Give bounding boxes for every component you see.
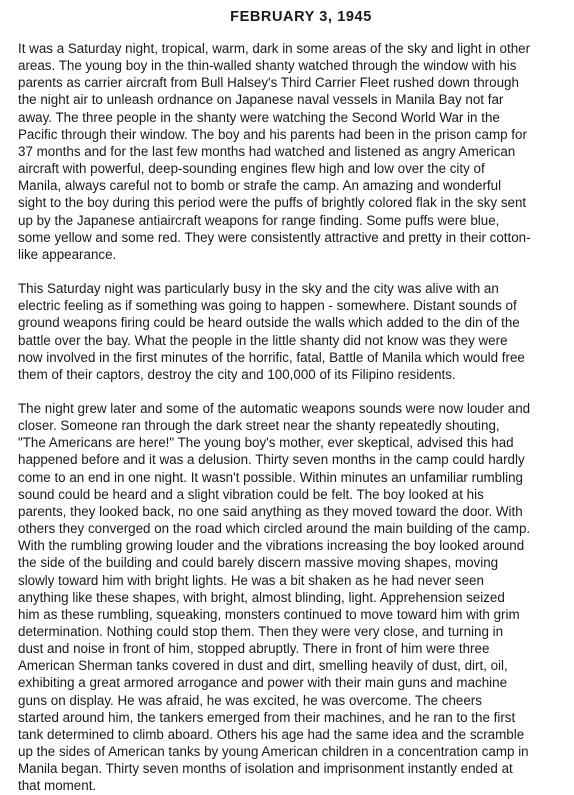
paragraph-spacer xyxy=(18,383,574,400)
text-line: "The Americans are here!" The young boy's mother, ever skeptical, advised this had xyxy=(18,435,514,451)
text-line: determination. Nothing could stop them. Then they were very close, and turning in xyxy=(18,624,504,639)
text-line: 37 months and for the last few months had watched and listened as angry American xyxy=(18,143,516,159)
paragraph-3 xyxy=(18,400,574,795)
text-line: With the rumbling growing louder and the vibrations increasing the boy looked around xyxy=(18,538,525,554)
text-line: guns on display. He was afraid, he was excited, he was overcome. The cheers xyxy=(18,692,482,708)
paragraph-2 xyxy=(18,280,574,383)
text-line: the night air to unleash ordnance on Japanese naval vessels in Manila Bay not far xyxy=(18,92,504,108)
page-title: FEBRUARY 3, 1945 xyxy=(230,9,372,25)
paragraph-spacer xyxy=(18,263,574,280)
text-line: slowly toward him with bright lights. He was a bit shaken as he had never seen xyxy=(18,572,484,588)
text-line: areas. The young boy in the thin-walled shanty watched through the window with his xyxy=(18,58,517,74)
text-line: dust and noise in front of him, stopped abruptly. There in front of him were three xyxy=(18,641,490,657)
text-line: like appearance. xyxy=(18,246,117,262)
text-line: parents, they looked back, no one said anything as they moved toward the door. With xyxy=(18,503,523,519)
text-line: parents as carrier aircraft from Bull Halsey's Third Carrier Fleet rushed down through xyxy=(18,75,519,91)
text-line: others they converged on the road which circled around the main building of the camp. xyxy=(18,521,531,537)
text-line: happened before and it was a delusion. Thirty seven months in the camp could hardly xyxy=(18,452,525,468)
text-line: come to an end in one night. It wasn't possible. Within minutes an unfamiliar rumbling xyxy=(18,469,523,485)
text-line: the side of the building and could barely discern massive moving shapes, moving xyxy=(18,555,499,571)
text-line: battle over the bay. What the people in the little shanty did not know was they were xyxy=(18,332,508,348)
text-line: aircraft with powerful, deep-sounding engines flew high and low over the city of xyxy=(18,161,485,177)
document-body xyxy=(18,40,574,795)
text-line: American Sherman tanks covered in dust and dirt, smelling heavily of dust, dirt, oil, xyxy=(18,658,508,674)
text-line: up the sides of American tanks by young American children in a concentration camp in xyxy=(18,744,529,760)
text-line: tank determined to climb aboard. Others his age had the same idea and the scramble xyxy=(18,726,525,742)
text-line: him as these rumbling, squeaking, monsters continued to move toward him with grim xyxy=(18,606,520,622)
text-line: This Saturday night was particularly busy in the sky and the city was alive with an xyxy=(18,281,499,297)
text-line: Manila, always careful not to bomb or strafe the camp. An amazing and wonderful xyxy=(18,178,502,194)
text-line: them of their captors, destroy the city and 100,000 of its Filipino residents. xyxy=(18,366,456,382)
text-line: up by the Japanese antiaircraft weapons for range finding. Some puffs were blue, xyxy=(18,212,500,228)
text-line: closer. Someone ran through the dark street near the shanty repeatedly shouting, xyxy=(18,418,500,434)
text-line: started around him, the tankers emerged from their machines, and he ran to the first xyxy=(18,709,516,725)
text-line: anything like these shapes, with bright, almost blinding, light. Apprehension seized xyxy=(18,589,505,605)
text-line: It was a Saturday night, tropical, warm, dark in some areas of the sky and light in other xyxy=(18,41,531,56)
paragraph-1 xyxy=(18,40,574,263)
text-line: now involved in the first minutes of the horrific, fatal, Battle of Manila which would free xyxy=(18,349,525,365)
text-line: Manila began. Thirty seven months of isolation and imprisonment instantly ended at xyxy=(18,761,513,777)
text-line: some yellow and some red. They were consistently attractive and pretty in their cotton- xyxy=(18,229,531,245)
text-line: sight to the boy during this period were the puffs of brightly colored flak in the sky sent xyxy=(18,195,527,211)
text-line: The night grew later and some of the automatic weapons sounds were now louder and xyxy=(18,400,531,416)
text-line: ground weapons firing could be heard outside the walls which added to the din of the xyxy=(18,315,520,331)
text-line: sound could be heard and a slight vibration could be felt. The boy looked at his xyxy=(18,486,484,502)
text-line: Pacific through their window. The boy and his parents had been in the prison camp for xyxy=(18,126,527,142)
text-line: away. The three people in the shanty were watching the Second World War in the xyxy=(18,109,500,125)
text-line: that moment. xyxy=(18,778,97,794)
text-line: electric feeling as if something was going to happen - somewhere. Distant sounds of xyxy=(18,298,517,314)
text-line: exhibiting a great armored arrogance and power with their main guns and machine xyxy=(18,675,508,691)
